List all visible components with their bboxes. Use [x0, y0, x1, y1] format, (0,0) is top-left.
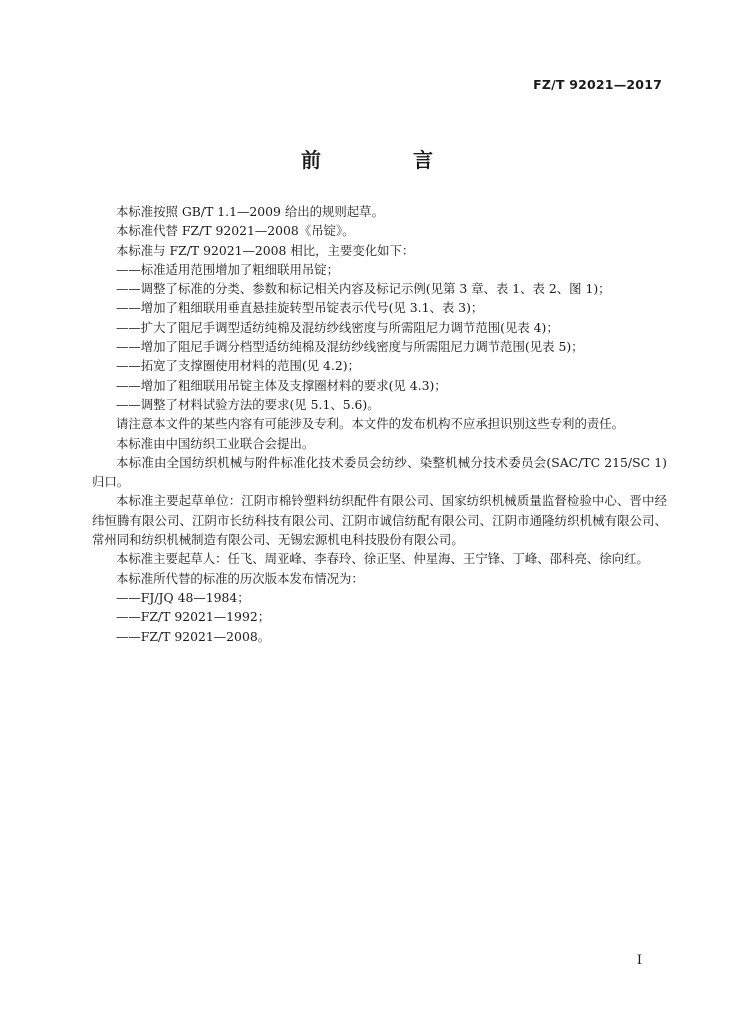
change-list-item: ——扩大了阻尼手调型适纺纯棉及混纺纱线密度与所需阻尼力调节范围(见表 4)；: [116, 319, 559, 335]
drafters: 本标准主要起草人：任飞、周亚峰、李春玲、徐正坚、仲星海、王宁锋、丁峰、邵科亮、徐向红。: [116, 551, 649, 567]
paragraph: 本标准按照 GB/T 1.1—2009 给出的规则起草。: [116, 204, 384, 219]
change-list-item: ——增加了粗细联用吊锭主体及支撑圈材料的要求(见 4.3)；: [116, 377, 447, 393]
paragraph: 本标准代替 FZ/T 92021—2008《吊锭》。: [116, 223, 355, 239]
page-title: 前 言: [301, 148, 469, 172]
change-list-item: ——拓宽了支撑圈使用材料的范围(见 4.2)；: [116, 358, 360, 374]
paragraph: 本标准与 FZ/T 92021—2008 相比，主要变化如下：: [116, 242, 415, 258]
drafting-units: 本标准主要起草单位：江阴市棉铃塑料纺织配件有限公司、国家纺织机械质量监督检验中心、晋中经纬恒腾有限公司、江阴市长纺科技有限公司、江阴市诚信纺配有限公司、江阴市通隆纺织机械有限公司、常州同和纺织机械制造有限公司、无锡宏源机电科技股份有限公司。: [92, 493, 667, 548]
document-body: [92, 202, 667, 646]
patent-notice: 请注意本文件的某些内容有可能涉及专利。本文件的发布机构不应承担识别这些专利的责任。: [116, 416, 625, 432]
history-item: ——FJ/JQ 48—1984；: [116, 589, 250, 605]
history-item: ——FZ/T 92021—2008。: [116, 628, 271, 644]
history-intro: 本标准所代替的标准的历次版本发布情况为：: [116, 570, 364, 586]
committee-statement: 本标准由全国纺织机械与附件标准化技术委员会纺纱、染整机械分技术委员会(SAC/TC 215/SC 1)归口。: [92, 454, 667, 490]
change-list-item: ——标准适用范围增加了粗细联用吊锭；: [116, 261, 340, 277]
change-list-item: ——增加了粗细联用垂直悬挂旋转型吊锭表示代号(见 3.1、表 3)；: [116, 300, 484, 316]
change-list-item: ——调整了标准的分类、参数和标记相关内容及标记示例(见第 3 章、表 1、表 2、图 1)；: [116, 281, 611, 297]
change-list-item: ——调整了材料试验方法的要求(见 5.1、5.6)。: [116, 396, 380, 412]
history-item: ——FZ/T 92021—1992；: [116, 609, 271, 625]
proposer-statement: 本标准由中国纺织工业联合会提出。: [116, 435, 315, 451]
page-number: I: [636, 953, 642, 968]
change-list-item: ——增加了阻尼手调分档型适纺纯棉及混纺纱线密度与所需阻尼力调节范围(见表 5)；: [116, 339, 584, 355]
standard-code: FZ/T 92021—2017: [533, 77, 662, 92]
